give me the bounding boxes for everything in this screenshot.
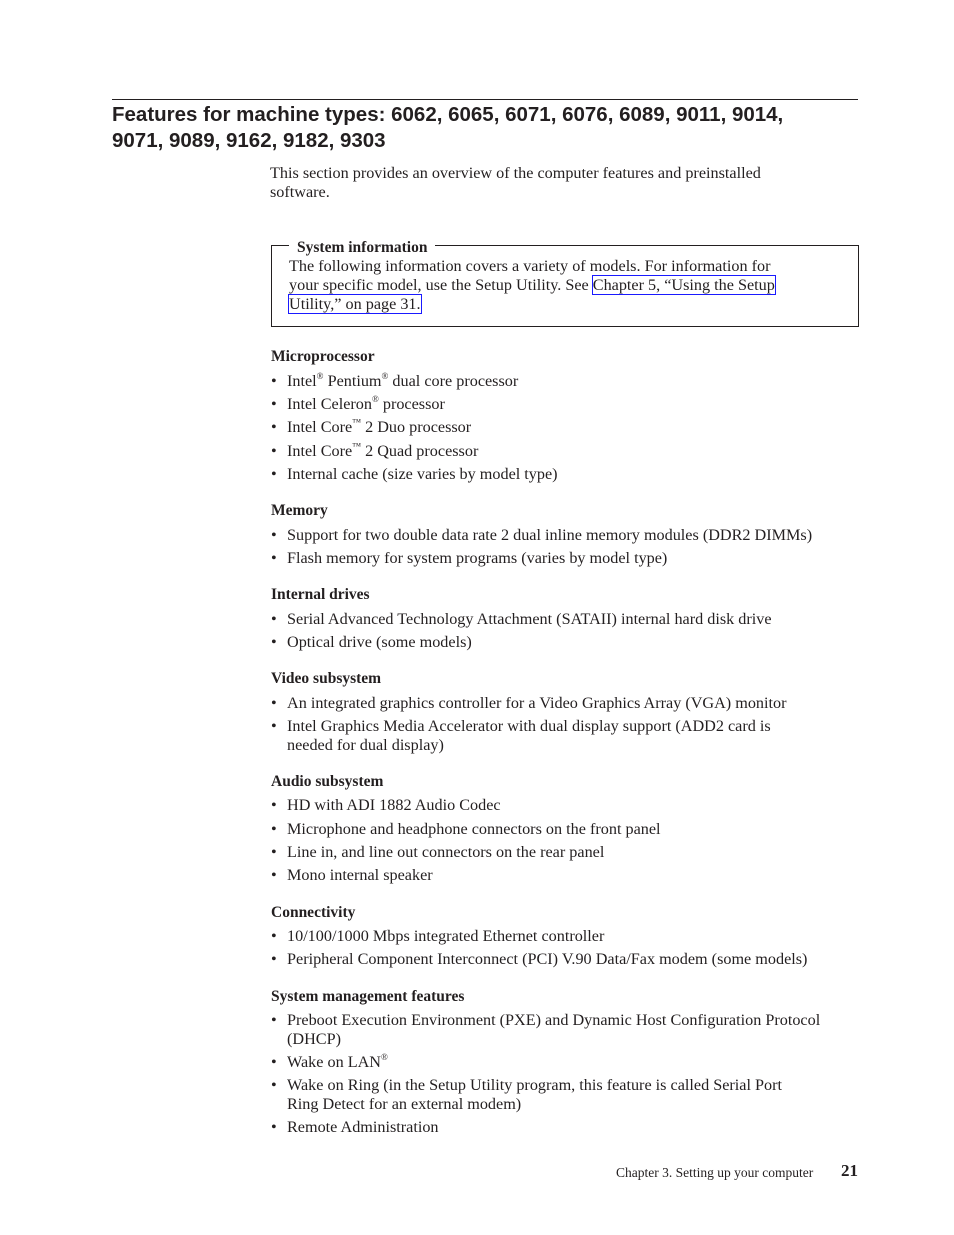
section-title-management: System management features [271,988,465,1005]
intro-line1: This section provides an overview of the computer features and preinstalled [270,164,761,182]
system-info-line1: The following information covers a variety of models. For information for [289,257,771,275]
list-item: Support for two double data rate 2 dual inline memory modules (DDR2 DIMMs) [287,526,813,544]
list-item-cont: (DHCP) [287,1030,341,1048]
list-item: HD with ADI 1882 Audio Codec [287,796,501,814]
list-item: Optical drive (some models) [287,633,472,651]
bullet: • [271,694,277,712]
section-title-video: Video subsystem [271,670,382,687]
list-item-cont: Ring Detect for an external modem) [287,1095,522,1113]
bullet: • [271,843,277,861]
system-info-text: your specific model, use the Setup Utility. See [289,276,593,294]
bullet: • [271,610,277,628]
bullet: • [271,950,277,968]
bullet: • [271,526,277,544]
page-number: 21 [841,1161,858,1180]
system-info-line2 [289,275,775,295]
intro-line2: software. [270,183,330,201]
list-item: Peripheral Component Interconnect (PCI) V.90 Data/Fax modem (some models) [287,950,808,968]
bullet: • [271,549,277,567]
list-item: Wake on Ring (in the Setup Utility program, this feature is called Serial Port [287,1076,783,1094]
list-item: Mono internal speaker [287,866,433,884]
list-item: Serial Advanced Technology Attachment (SATAII) internal hard disk drive [287,610,772,628]
footer-chapter: Chapter 3. Setting up your computer [616,1165,814,1180]
list-item: Remote Administration [287,1118,439,1136]
system-info-title: System information [289,238,435,258]
bullet: • [271,372,277,390]
bullet: • [271,465,277,483]
bullet: • [271,1076,277,1094]
list-item: 10/100/1000 Mbps integrated Ethernet controller [287,927,605,945]
list-item: An integrated graphics controller for a Video Graphics Array (VGA) monitor [287,694,787,712]
list-item: Line in, and line out connectors on the rear panel [287,843,605,861]
page-title-line2: 9071, 9089, 9162, 9182, 9303 [112,129,386,152]
list-item: Flash memory for system programs (varies by model type) [287,549,668,567]
list-item: Intel Graphics Media Accelerator with dual display support (ADD2 card is [287,717,771,735]
list-item: Intel Core™ 2 Duo processor [287,417,472,436]
bullet: • [271,442,277,460]
list-item: Wake on LAN® [287,1052,388,1071]
list-item-cont: needed for dual display) [287,736,444,754]
bullet: • [271,717,277,735]
section-title-microprocessor: Microprocessor [271,348,375,365]
list-item: Intel® Pentium® dual core processor [287,371,519,390]
chapter5-link-cont[interactable]: Utility,” on page 31. [289,295,421,313]
bullet: • [271,820,277,838]
bullet: • [271,796,277,814]
section-title-drives: Internal drives [271,586,370,603]
bullet: • [271,866,277,884]
list-item: Intel Core™ 2 Quad processor [287,441,479,460]
list-item: Preboot Execution Environment (PXE) and Dynamic Host Configuration Protocol [287,1011,821,1029]
bullet: • [271,418,277,436]
bullet: • [271,395,277,413]
system-info-line3 [289,294,421,314]
bullet: • [271,1118,277,1136]
list-item: Intel Celeron® processor [287,394,445,413]
bullet: • [271,633,277,651]
list-item: Internal cache (size varies by model type) [287,465,558,483]
page-title-line1: Features for machine types: 6062, 6065, 6071, 6076, 6089, 9011, 9014, [112,103,784,126]
bullet: • [271,1053,277,1071]
bullet: • [271,927,277,945]
section-title-audio: Audio subsystem [271,773,384,790]
section-title-memory: Memory [271,502,328,519]
section-title-connectivity: Connectivity [271,904,356,921]
chapter5-link[interactable]: Chapter 5, “Using the Setup [592,276,775,294]
bullet: • [271,1011,277,1029]
top-rule [112,99,858,100]
list-item: Microphone and headphone connectors on the front panel [287,820,661,838]
